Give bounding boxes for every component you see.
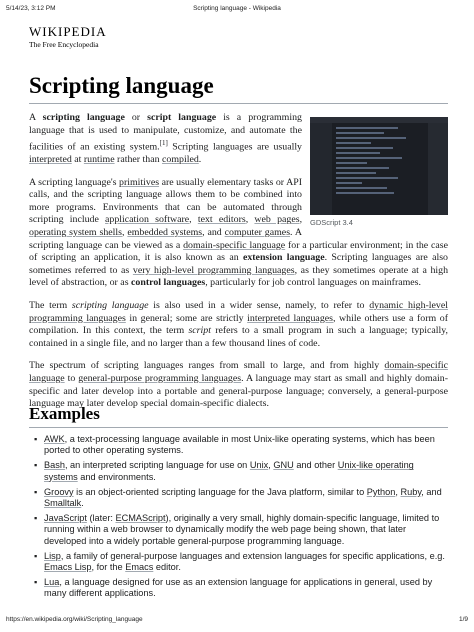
wiki-link[interactable]: Python [366,486,396,497]
text-run: and environments. [77,471,156,482]
wiki-link[interactable]: text editors [197,214,246,226]
text-run: or [124,112,148,123]
wiki-link[interactable]: very high-level programming languages [132,264,295,276]
wiki-link[interactable]: Unix-like operating systems [44,460,414,482]
wiki-link[interactable]: JavaScript [44,513,87,524]
list-item [34,551,448,573]
wiki-link[interactable]: domain-specific language [183,239,286,251]
text-run: in general; some are strictly [125,312,248,324]
wiki-link[interactable]: interpreted [29,154,72,166]
print-url: https://en.wikipedia.org/wiki/Scripting_language [6,616,143,623]
text-run: rather than [114,154,163,166]
text-run: A [29,112,43,123]
text-run: , [122,227,128,239]
text-run: are usually elementary tasks or API calls, and the scripting language allows them to be combined into more programs. Environments that can be automated through scripting include [29,176,302,226]
bullet-icon: ▪ [34,577,38,588]
text-run: , while others use a form of compilation. In this context, the term [29,312,448,337]
text-run: to [64,372,79,384]
list-item [34,434,448,456]
bullet-icon: ▪ [34,434,38,444]
logo-tagline: The Free Encyclopedia [29,40,99,49]
wikipedia-logo[interactable] [29,24,107,49]
list-item [34,460,448,482]
wiki-link[interactable]: Lua [44,577,60,588]
text-run: The spectrum of scripting languages ranges from small to large, and from highly [29,360,385,372]
print-footer [6,616,468,626]
logo-wordmark: WIKIPEDIA [29,24,107,39]
figure-gdscript[interactable] [310,117,448,230]
wiki-link[interactable]: application software [105,214,190,226]
wiki-link[interactable]: Groovy [44,486,74,497]
article-body [29,112,448,421]
wiki-link[interactable]: Smalltalk [44,498,82,509]
text-run: is also used in a wider sense, namely, to refer to [148,300,370,312]
text-run: , and [421,486,442,497]
wiki-link[interactable]: primitives [119,176,160,188]
bold-term: script language [147,112,217,123]
page-title: Scripting language [29,73,214,98]
bullet-icon: ▪ [34,513,38,524]
text-run: , as they sometimes operate at a high level of abstraction, or as [29,264,449,289]
text-run: . [81,498,84,509]
bullet-icon: ▪ [34,460,38,471]
text-run: , [299,214,303,226]
wiki-link[interactable]: dynamic high-level programming languages [29,300,448,324]
text-run: editor. [153,562,181,573]
list-item [34,487,448,509]
examples-heading: Examples [29,404,100,423]
text-run: , a language designed for use as an extension language for applications in general, used by many different applications. [44,577,433,599]
text-run: (later: [86,513,116,524]
text-run: . A scripting language can be viewed as a [29,227,302,251]
text-run: , [395,486,401,497]
bullet-icon: ▪ [34,550,38,561]
text-run: , [268,460,274,471]
text-run: The term [29,300,72,312]
wiki-link[interactable]: Emacs Lisp [44,562,92,573]
paragraph [29,300,448,350]
wiki-link[interactable]: ECMAScript [115,513,166,524]
italic-term: scripting language [71,300,149,312]
wiki-link[interactable]: AWK [44,434,65,444]
text-run: refers to a small program in such a language; typically, contained in a single file, and no larger than a few thousand lines of code. [29,325,448,349]
text-run: is a programming language that is used to manipulate, customize, and automate the facilities of an existing system. [29,112,302,153]
text-run: , [189,214,198,226]
text-run: A scripting language's [29,176,119,188]
text-run: . Scripting languages are also sometimes referred to as [29,252,448,276]
print-page-number: 1/9 [458,616,468,623]
examples-divider [29,427,448,428]
title-divider [29,103,448,104]
text-run: . [198,154,202,166]
text-run: , for the [91,562,126,573]
print-header [6,5,468,15]
figure-caption: GDScript 3.4 [310,218,353,227]
wiki-link[interactable]: web pages [254,214,300,226]
wiki-link[interactable]: Ruby [400,486,422,497]
text-run: Scripting languages are usually [167,141,302,153]
text-run: and other [293,460,338,471]
text-run: is an object-oriented scripting language for the Java platform, similar to [73,486,367,497]
text-run: , a text-processing language available in most Unix-like operating systems, which has been ported to other operating systems. [44,434,435,456]
wiki-link[interactable]: operating system shells [29,227,122,239]
text-run: , particularly for job control languages on mainframes. [205,277,421,289]
text-run: . A language may start as small and highly domain-specific and later develop into a portable and general-purpose language; conversely, a general-purpose language may later develop special domain-specific dialects. [29,372,448,410]
text-run: , and [202,227,225,239]
wiki-link[interactable]: runtime [83,154,115,166]
wiki-link[interactable]: Unix [249,460,269,471]
list-item [34,513,448,547]
text-run: , an interpreted scripting language for use on [64,460,250,471]
figure-screenshot-image[interactable] [310,117,448,215]
wiki-link[interactable]: interpreted languages [247,312,333,324]
wiki-link[interactable]: compiled [162,154,199,166]
wiki-link[interactable]: Emacs [125,562,154,573]
text-run: for a particular environment; in the case of scripting an application, it is also known as an [29,239,448,264]
list-item [34,577,448,599]
italic-term: script [188,325,211,337]
wiki-link[interactable]: general-purpose programming languages [78,372,242,384]
wiki-link[interactable]: computer games [224,227,291,239]
examples-list [34,434,448,604]
bold-term: extension language [242,252,325,264]
bullet-icon: ▪ [34,486,38,497]
text-run: , [245,214,255,226]
text-run: at [71,154,84,166]
print-datetime: 5/14/23, 3:12 PM [6,5,56,12]
text-run: , a family of general-purpose languages and extension languages for specific applications, e.g. [60,550,445,561]
wiki-link[interactable]: embedded systems [127,227,203,239]
wiki-link[interactable]: Bash [44,460,65,471]
wiki-link[interactable]: GNU [273,460,294,471]
bold-term: scripting language [42,112,125,123]
bold-term: control languages [131,277,206,289]
print-page-title: Scripting language - Wikipedia [193,5,281,12]
wiki-link[interactable]: domain-specific language [29,360,448,384]
wiki-link[interactable]: Lisp [44,550,61,561]
citation-link[interactable]: [1] [159,139,168,148]
text-run: ), originally a very small, highly domain-specific language, limited to running within a web browser to dynamically modify the web page being shown, that later developed into a widely portable general-purpose programming language. [44,513,440,546]
